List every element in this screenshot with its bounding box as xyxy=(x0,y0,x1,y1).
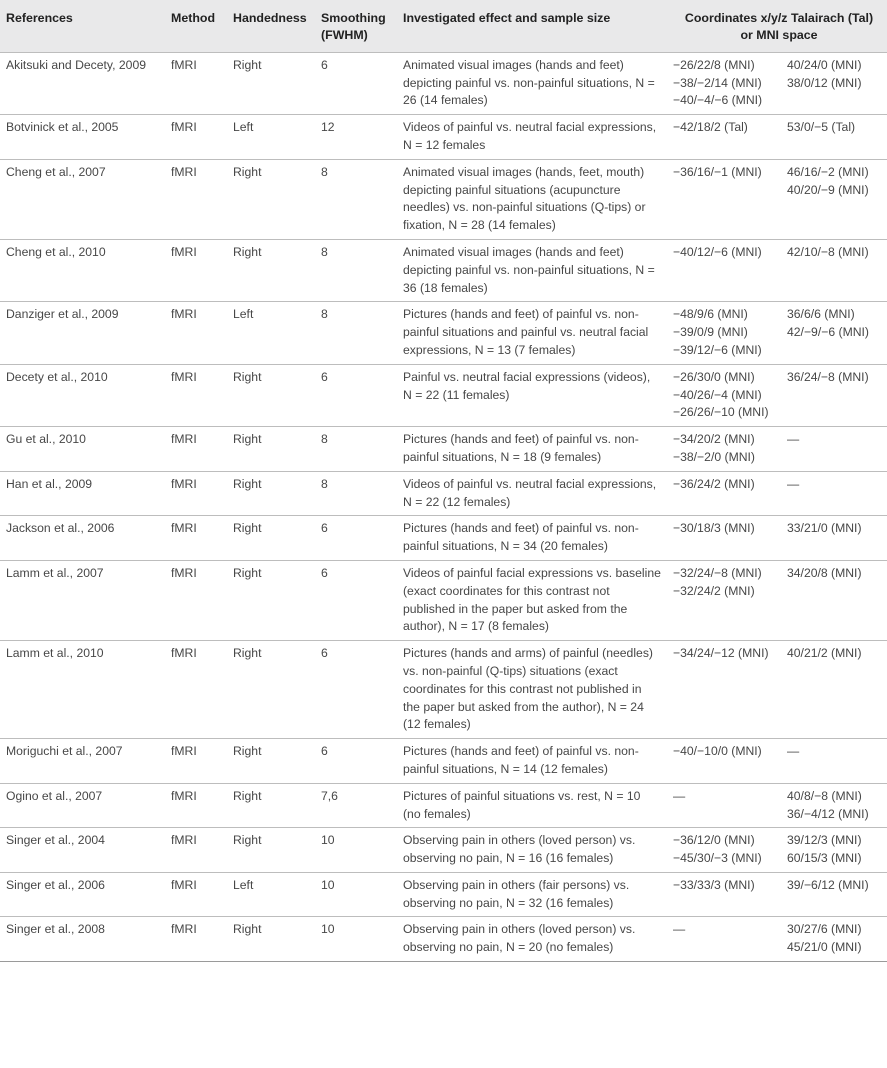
cell-method: fMRI xyxy=(165,115,227,160)
cell-method: fMRI xyxy=(165,364,227,426)
header-row xyxy=(0,0,887,52)
cell-smoothing: 6 xyxy=(315,364,397,426)
coordinate-value: −42/18/2 (Tal) xyxy=(673,120,748,135)
coordinate-value: 33/21/0 (MNI) xyxy=(787,521,862,536)
cell-coords-right xyxy=(781,239,887,301)
cell-smoothing: 8 xyxy=(315,427,397,472)
cell-method: fMRI xyxy=(165,917,227,962)
coordinate-value: 40/8/−8 (MNI) xyxy=(787,788,862,803)
cell-smoothing: 10 xyxy=(315,828,397,873)
cell-handedness: Right xyxy=(227,159,315,239)
cell-method: fMRI xyxy=(165,302,227,364)
cell-smoothing: 7,6 xyxy=(315,783,397,828)
cell-coords-right xyxy=(781,364,887,426)
cell-handedness: Right xyxy=(227,427,315,472)
coordinate-value: −48/9/6 (MNI) xyxy=(673,307,748,322)
coordinate-value: 46/16/−2 (MNI) xyxy=(787,164,869,179)
coordinate-value: −40/26/−4 (MNI) xyxy=(673,387,762,402)
coordinate-value: 42/10/−8 (MNI) xyxy=(787,244,869,259)
cell-effect: Videos of painful vs. neutral facial expressions, N = 12 females xyxy=(397,115,667,160)
cell-coords-right xyxy=(781,828,887,873)
cell-coords-right xyxy=(781,302,887,364)
cell-reference: Han et al., 2009 xyxy=(0,471,165,516)
coordinate-value: −32/24/2 (MNI) xyxy=(673,583,755,598)
coordinate-value: 34/20/8 (MNI) xyxy=(787,565,862,580)
coordinate-value: −36/24/2 (MNI) xyxy=(673,476,755,491)
cell-effect: Observing pain in others (fair persons) vs. observing no pain, N = 32 (16 females) xyxy=(397,872,667,917)
coordinate-value: 60/15/3 (MNI) xyxy=(787,851,862,866)
table-row xyxy=(0,516,887,561)
cell-method: fMRI xyxy=(165,471,227,516)
cell-effect: Painful vs. neutral facial expressions (videos), N = 22 (11 females) xyxy=(397,364,667,426)
cell-effect: Videos of painful facial expressions vs. baseline (exact coordinates for this contrast not published in the paper but asked from the author), N = 17 (8 females) xyxy=(397,560,667,640)
coordinate-value: — xyxy=(673,922,686,937)
cell-reference: Lamm et al., 2007 xyxy=(0,560,165,640)
coordinate-value: — xyxy=(673,788,686,803)
cell-method: fMRI xyxy=(165,159,227,239)
coordinate-value: −30/18/3 (MNI) xyxy=(673,521,755,536)
cell-reference: Singer et al., 2008 xyxy=(0,917,165,962)
table-row xyxy=(0,427,887,472)
cell-reference: Lamm et al., 2010 xyxy=(0,641,165,739)
coordinate-value: −38/−2/14 (MNI) xyxy=(673,75,762,90)
cell-coords-right xyxy=(781,115,887,160)
cell-smoothing: 6 xyxy=(315,739,397,784)
header-effect: Investigated effect and sample size xyxy=(397,0,667,52)
coordinate-value: −39/0/9 (MNI) xyxy=(673,325,748,340)
cell-coords-right xyxy=(781,872,887,917)
cell-method: fMRI xyxy=(165,739,227,784)
cell-coords-right xyxy=(781,739,887,784)
cell-reference: Cheng et al., 2007 xyxy=(0,159,165,239)
coordinate-value: 42/−9/−6 (MNI) xyxy=(787,325,869,340)
coordinate-value: −26/26/−10 (MNI) xyxy=(673,405,769,420)
cell-reference: Gu et al., 2010 xyxy=(0,427,165,472)
cell-reference: Botvinick et al., 2005 xyxy=(0,115,165,160)
cell-effect: Animated visual images (hands, feet, mouth) depicting painful situations (acupuncture needles) vs. non-painful situations (Q-tips) or fixation, N = 28 (14 females) xyxy=(397,159,667,239)
table-row xyxy=(0,302,887,364)
cell-handedness: Right xyxy=(227,364,315,426)
cell-handedness: Right xyxy=(227,52,315,114)
cell-handedness: Right xyxy=(227,641,315,739)
cell-coords-right xyxy=(781,641,887,739)
coordinate-value: −36/16/−1 (MNI) xyxy=(673,164,762,179)
cell-coords-left xyxy=(667,159,781,239)
cell-coords-left xyxy=(667,239,781,301)
cell-smoothing: 8 xyxy=(315,239,397,301)
coordinate-value: −36/12/0 (MNI) xyxy=(673,833,755,848)
coordinate-value: −34/20/2 (MNI) xyxy=(673,432,755,447)
cell-handedness: Right xyxy=(227,739,315,784)
cell-effect: Pictures (hands and feet) of painful vs. non-painful situations, N = 18 (9 females) xyxy=(397,427,667,472)
coordinate-value: −32/24/−8 (MNI) xyxy=(673,565,762,580)
cell-smoothing: 6 xyxy=(315,516,397,561)
coordinate-value: — xyxy=(787,744,800,759)
cell-handedness: Right xyxy=(227,471,315,516)
cell-method: fMRI xyxy=(165,560,227,640)
coordinate-value: −38/−2/0 (MNI) xyxy=(673,449,755,464)
cell-reference: Akitsuki and Decety, 2009 xyxy=(0,52,165,114)
cell-effect: Observing pain in others (loved person) vs. observing no pain, N = 20 (no females) xyxy=(397,917,667,962)
cell-handedness: Left xyxy=(227,872,315,917)
coordinate-value: −26/30/0 (MNI) xyxy=(673,369,755,384)
cell-effect: Pictures (hands and feet) of painful vs. non-painful situations and painful vs. neutral facial expressions, N = 13 (7 females) xyxy=(397,302,667,364)
cell-method: fMRI xyxy=(165,641,227,739)
cell-method: fMRI xyxy=(165,427,227,472)
header-handedness: Handedness xyxy=(227,0,315,52)
coordinate-value: 39/−6/12 (MNI) xyxy=(787,877,869,892)
cell-smoothing: 8 xyxy=(315,302,397,364)
cell-coords-right xyxy=(781,560,887,640)
cell-handedness: Right xyxy=(227,917,315,962)
coordinate-value: 40/24/0 (MNI) xyxy=(787,57,862,72)
cell-effect: Animated visual images (hands and feet) depicting painful vs. non-painful situations, N = 36 (18 females) xyxy=(397,239,667,301)
coordinate-value: — xyxy=(787,432,800,447)
cell-handedness: Right xyxy=(227,828,315,873)
cell-effect: Animated visual images (hands and feet) depicting painful vs. non-painful situations, N = 26 (14 females) xyxy=(397,52,667,114)
table-row xyxy=(0,471,887,516)
coordinate-value: 36/6/6 (MNI) xyxy=(787,307,855,322)
cell-coords-left xyxy=(667,516,781,561)
cell-method: fMRI xyxy=(165,828,227,873)
cell-reference: Singer et al., 2006 xyxy=(0,872,165,917)
cell-coords-left xyxy=(667,783,781,828)
cell-reference: Danziger et al., 2009 xyxy=(0,302,165,364)
cell-effect: Observing pain in others (loved person) vs. observing no pain, N = 16 (16 females) xyxy=(397,828,667,873)
table-row xyxy=(0,159,887,239)
cell-method: fMRI xyxy=(165,783,227,828)
cell-coords-right xyxy=(781,471,887,516)
cell-smoothing: 6 xyxy=(315,560,397,640)
coordinate-value: 36/−4/12 (MNI) xyxy=(787,806,869,821)
cell-coords-left xyxy=(667,427,781,472)
coordinate-value: −34/24/−12 (MNI) xyxy=(673,646,769,661)
cell-smoothing: 12 xyxy=(315,115,397,160)
cell-handedness: Left xyxy=(227,302,315,364)
cell-handedness: Right xyxy=(227,516,315,561)
cell-reference: Decety et al., 2010 xyxy=(0,364,165,426)
coordinate-value: −26/22/8 (MNI) xyxy=(673,57,755,72)
cell-coords-left xyxy=(667,917,781,962)
cell-reference: Cheng et al., 2010 xyxy=(0,239,165,301)
coordinate-value: — xyxy=(787,476,800,491)
cell-coords-left xyxy=(667,641,781,739)
cell-coords-left xyxy=(667,364,781,426)
cell-reference: Singer et al., 2004 xyxy=(0,828,165,873)
table-row xyxy=(0,872,887,917)
table-row xyxy=(0,917,887,962)
coordinate-value: −40/12/−6 (MNI) xyxy=(673,244,762,259)
cell-method: fMRI xyxy=(165,516,227,561)
table-row xyxy=(0,560,887,640)
cell-coords-left xyxy=(667,115,781,160)
coordinate-value: −40/−4/−6 (MNI) xyxy=(673,93,763,108)
cell-coords-right xyxy=(781,917,887,962)
cell-coords-left xyxy=(667,739,781,784)
cell-coords-left xyxy=(667,52,781,114)
coordinate-value: 53/0/−5 (Tal) xyxy=(787,120,856,135)
cell-reference: Ogino et al., 2007 xyxy=(0,783,165,828)
coordinate-value: 45/21/0 (MNI) xyxy=(787,940,862,955)
coordinate-value: 40/20/−9 (MNI) xyxy=(787,182,869,197)
header-references: References xyxy=(0,0,165,52)
coordinate-value: −39/12/−6 (MNI) xyxy=(673,342,762,357)
cell-smoothing: 8 xyxy=(315,159,397,239)
cell-method: fMRI xyxy=(165,52,227,114)
cell-method: fMRI xyxy=(165,239,227,301)
table-row xyxy=(0,641,887,739)
cell-effect: Pictures of painful situations vs. rest, N = 10 (no females) xyxy=(397,783,667,828)
table-row xyxy=(0,115,887,160)
header-coordinates: Coordinates x/y/z Talairach (Tal) or MNI space xyxy=(667,0,887,52)
cell-smoothing: 10 xyxy=(315,917,397,962)
cell-coords-left xyxy=(667,471,781,516)
cell-smoothing: 6 xyxy=(315,641,397,739)
cell-coords-left xyxy=(667,560,781,640)
cell-method: fMRI xyxy=(165,872,227,917)
cell-effect: Pictures (hands and feet) of painful vs. non-painful situations, N = 34 (20 females) xyxy=(397,516,667,561)
cell-smoothing: 10 xyxy=(315,872,397,917)
table-row xyxy=(0,364,887,426)
coordinate-value: −45/30/−3 (MNI) xyxy=(673,851,762,866)
table-row xyxy=(0,52,887,114)
cell-smoothing: 6 xyxy=(315,52,397,114)
cell-coords-right xyxy=(781,516,887,561)
cell-coords-right xyxy=(781,159,887,239)
table-row xyxy=(0,828,887,873)
cell-coords-right xyxy=(781,427,887,472)
coordinate-value: 36/24/−8 (MNI) xyxy=(787,369,869,384)
coordinate-value: 39/12/3 (MNI) xyxy=(787,833,862,848)
cell-smoothing: 8 xyxy=(315,471,397,516)
cell-handedness: Left xyxy=(227,115,315,160)
cell-reference: Moriguchi et al., 2007 xyxy=(0,739,165,784)
header-smoothing: Smoothing (FWHM) xyxy=(315,0,397,52)
cell-coords-left xyxy=(667,872,781,917)
cell-effect: Pictures (hands and arms) of painful (needles) vs. non-painful (Q-tips) situations (exact coordinates for this contrast not published in the paper but asked from the author), N = 24 (12 females) xyxy=(397,641,667,739)
cell-effect: Pictures (hands and feet) of painful vs. non-painful situations, N = 14 (12 females) xyxy=(397,739,667,784)
coordinate-value: 30/27/6 (MNI) xyxy=(787,922,862,937)
table-body xyxy=(0,52,887,961)
cell-coords-right xyxy=(781,52,887,114)
table-row xyxy=(0,783,887,828)
header-method: Method xyxy=(165,0,227,52)
coordinate-value: −33/33/3 (MNI) xyxy=(673,877,755,892)
coordinate-value: 38/0/12 (MNI) xyxy=(787,75,862,90)
coordinate-value: 40/21/2 (MNI) xyxy=(787,646,862,661)
cell-handedness: Right xyxy=(227,560,315,640)
cell-coords-right xyxy=(781,783,887,828)
cell-reference: Jackson et al., 2006 xyxy=(0,516,165,561)
cell-handedness: Right xyxy=(227,239,315,301)
table-header xyxy=(0,0,887,52)
cell-coords-left xyxy=(667,302,781,364)
cell-handedness: Right xyxy=(227,783,315,828)
cell-coords-left xyxy=(667,828,781,873)
cell-effect: Videos of painful vs. neutral facial expressions, N = 22 (12 females) xyxy=(397,471,667,516)
table-row xyxy=(0,739,887,784)
table-row xyxy=(0,239,887,301)
coordinate-value: −40/−10/0 (MNI) xyxy=(673,744,762,759)
